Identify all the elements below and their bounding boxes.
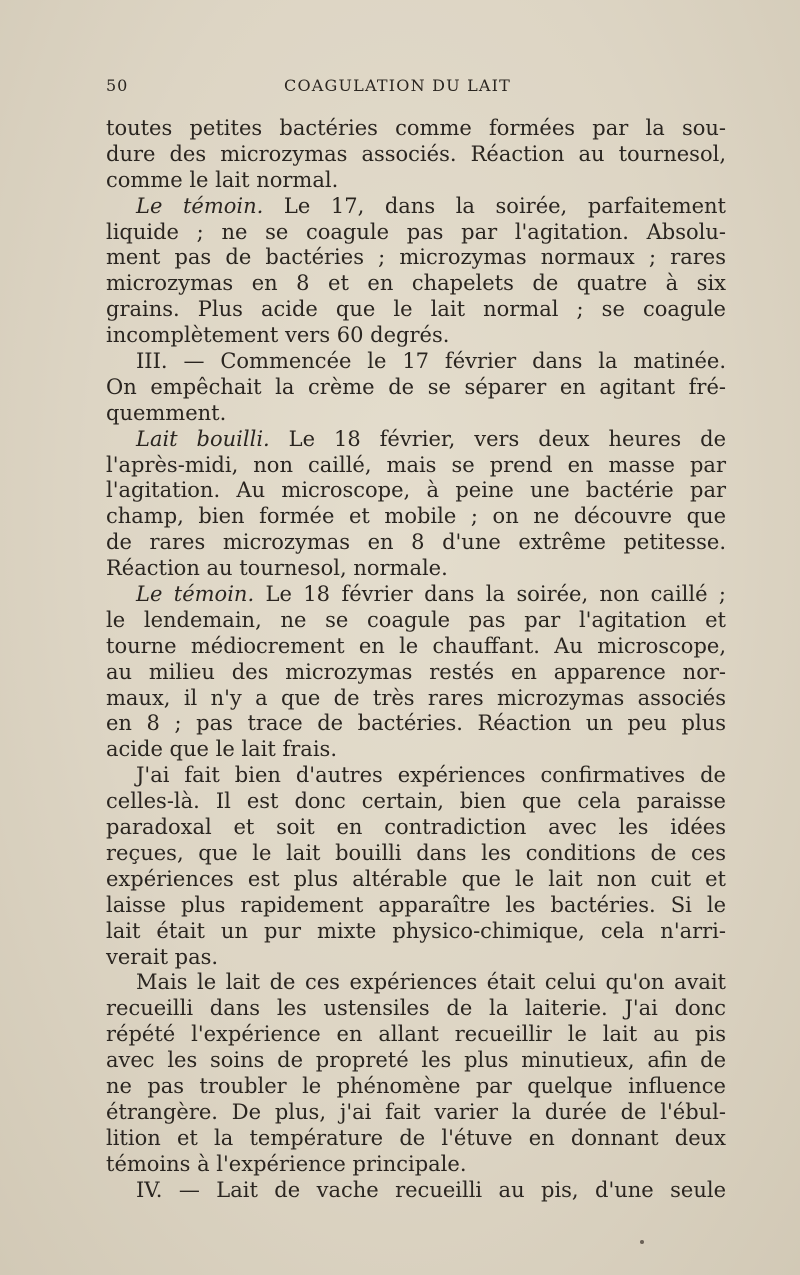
line-text: lition et la température de l'étuve en donnant deux <box>106 1125 726 1150</box>
text-line <box>106 1074 726 1100</box>
line-text: celles-là. Il est donc certain, bien que cela paraisse <box>106 789 726 814</box>
text-line <box>106 789 726 815</box>
paper-speck <box>640 1240 644 1244</box>
text-line <box>106 297 726 323</box>
page-header <box>106 76 726 98</box>
text-line <box>106 582 726 608</box>
line-text: On empêchait la crème de se séparer en agitant fré- <box>106 374 726 399</box>
line-text: au milieu des microzymas restés en apparence nor- <box>106 659 726 684</box>
line-text: étrangère. De plus, j'ai fait varier la durée de l'ébul- <box>106 1099 726 1124</box>
text-line <box>106 867 726 893</box>
line-text: liquide ; ne se coagule pas par l'agitation. Absolu- <box>106 219 726 244</box>
line-text: grains. Plus acide que le lait normal ; se coagule <box>106 297 726 322</box>
line-text: reçues, que le lait bouilli dans les conditions de ces <box>106 840 726 865</box>
text-line <box>106 556 726 582</box>
line-text: laisse plus rapidement apparaître les bactéries. Si le <box>106 892 726 917</box>
text-line <box>106 608 726 634</box>
text-line <box>106 1126 726 1152</box>
line-text: avec les soins de propreté les plus minutieux, afin de <box>106 1048 726 1073</box>
text-line <box>106 323 726 349</box>
line-text: Le 17, dans la soirée, parfaitement <box>263 193 727 218</box>
line-text: tourne médiocrement en le chauffant. Au microscope, <box>106 633 726 658</box>
line-text: paradoxal et soit en contradiction avec les idées <box>106 815 726 840</box>
line-text: J'ai fait bien d'autres expériences confirmatives de <box>136 763 726 788</box>
line-text: ne pas troubler le phénomène par quelque influence <box>106 1073 726 1098</box>
text-line <box>106 504 726 530</box>
text-line <box>106 478 726 504</box>
line-text: le lendemain, ne se coagule pas par l'agitation et <box>106 607 726 632</box>
text-line <box>106 763 726 789</box>
italic-label: Le témoin. <box>136 193 264 218</box>
text-line <box>106 945 726 971</box>
text-line <box>106 530 726 556</box>
line-text: dure des microzymas associés. Réaction au tournesol, <box>106 141 726 166</box>
line-text: III. — Commencée le 17 février dans la matinée. <box>136 349 726 374</box>
line-text: répété l'expérience en allant recueillir le lait au pis <box>106 1022 726 1047</box>
text-line <box>106 245 726 271</box>
italic-label: Le témoin. <box>136 582 255 607</box>
text-line <box>106 1178 726 1204</box>
text-line <box>106 220 726 246</box>
text-line <box>106 711 726 737</box>
text-line <box>106 375 726 401</box>
text-line <box>106 1100 726 1126</box>
text-line <box>106 996 726 1022</box>
line-text: Mais le lait de ces expériences était celui qu'on avait <box>136 970 726 995</box>
line-text: incomplètement vers 60 degrés. <box>106 323 450 348</box>
line-text: témoins à l'expérience principale. <box>106 1151 467 1176</box>
line-text: l'agitation. Au microscope, à peine une bactérie par <box>106 478 726 503</box>
text-line <box>106 1048 726 1074</box>
text-line <box>106 116 726 142</box>
page-number: 50 <box>106 76 129 95</box>
text-line <box>106 686 726 712</box>
line-text: expériences est plus altérable que le lait non cuit et <box>106 866 726 891</box>
text-line <box>106 660 726 686</box>
line-text: Le 18 février dans la soirée, non caillé ; <box>254 582 726 607</box>
line-text: maux, il n'y a que de très rares microzymas associés <box>106 685 726 710</box>
line-text: acide que le lait frais. <box>106 737 337 762</box>
text-line <box>106 453 726 479</box>
line-text: en 8 ; pas trace de bactéries. Réaction un peu plus <box>106 711 726 736</box>
line-text: l'après-midi, non caillé, mais se prend en masse par <box>106 452 726 477</box>
text-line <box>106 970 726 996</box>
text-line <box>106 1152 726 1178</box>
line-text: IV. — Lait de vache recueilli au pis, d'une seule <box>136 1177 726 1202</box>
line-text: microzymas en 8 et en chapelets de quatre à six <box>106 271 726 296</box>
text-line <box>106 737 726 763</box>
line-text: verait pas. <box>106 944 219 969</box>
line-text: comme le lait normal. <box>106 167 339 192</box>
text-line <box>106 168 726 194</box>
italic-label: Lait bouilli. <box>136 426 270 451</box>
line-text: Le 18 février, vers deux heures de <box>269 426 726 451</box>
text-line <box>106 427 726 453</box>
body-text <box>106 116 726 1203</box>
text-line <box>106 893 726 919</box>
text-line <box>106 919 726 945</box>
text-line <box>106 194 726 220</box>
text-line <box>106 349 726 375</box>
text-line <box>106 271 726 297</box>
text-line <box>106 1022 726 1048</box>
line-text: champ, bien formée et mobile ; on ne découvre que <box>106 504 726 529</box>
line-text: lait était un pur mixte physico-chimique, cela n'arri- <box>106 918 726 943</box>
line-text: de rares microzymas en 8 d'une extrême petitesse. <box>106 530 726 555</box>
line-text: recueilli dans les ustensiles de la laiterie. J'ai donc <box>106 996 726 1021</box>
text-line <box>106 401 726 427</box>
text-line <box>106 142 726 168</box>
line-text: quemment. <box>106 400 227 425</box>
text-line <box>106 815 726 841</box>
line-text: ment pas de bactéries ; microzymas normaux ; rares <box>106 245 726 270</box>
text-line <box>106 841 726 867</box>
running-title: COAGULATION DU LAIT <box>284 76 512 95</box>
line-text: toutes petites bactéries comme formées par la sou- <box>106 116 726 140</box>
text-line <box>106 634 726 660</box>
line-text: Réaction au tournesol, normale. <box>106 556 448 581</box>
